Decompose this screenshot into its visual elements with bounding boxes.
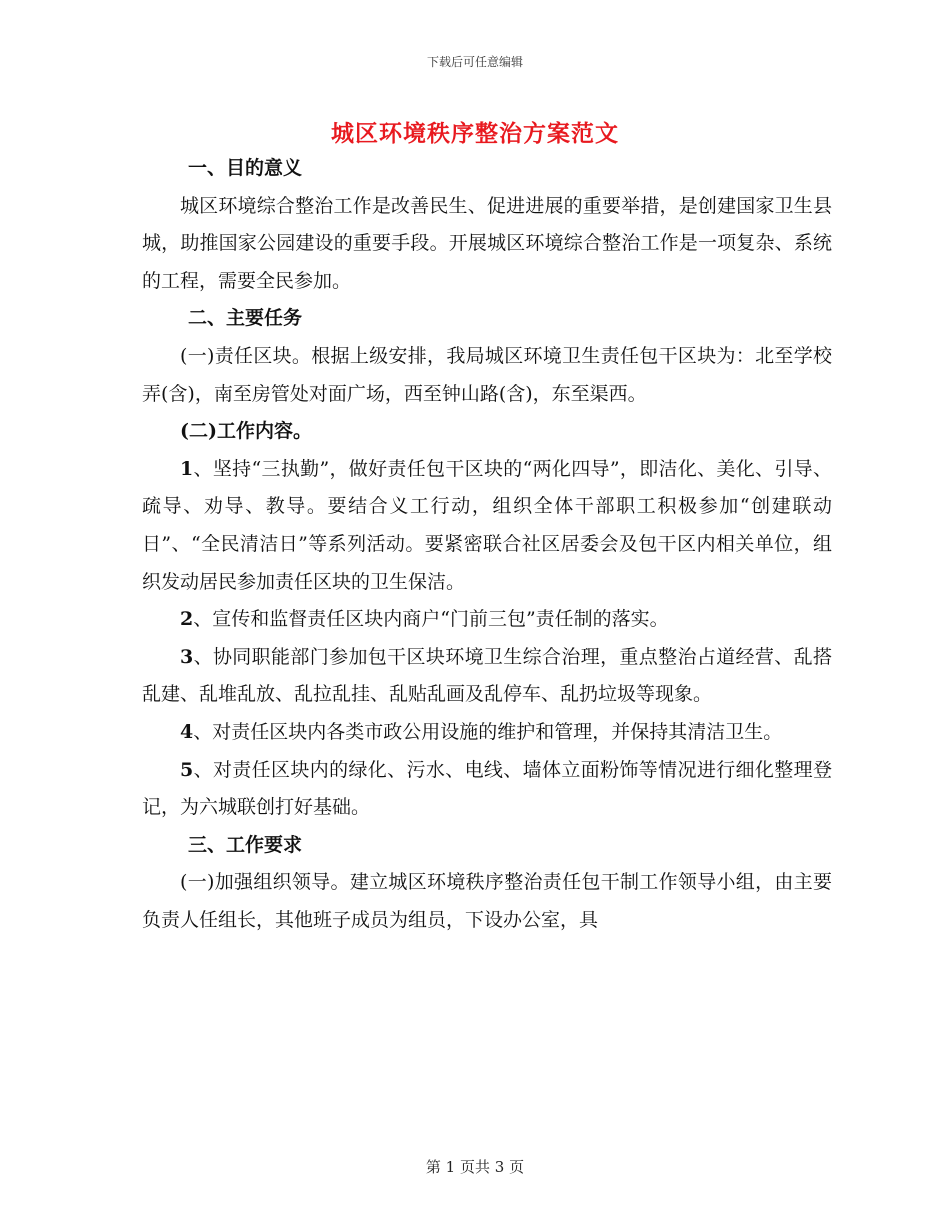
paragraph-responsibility-area: (一)责任区块。根据上级安排，我局城区环境卫生责任包干区块为：北至学校弄(含)，南至房管处对面广场，西至钟山路(含)，东至渠西。: [142, 344, 832, 405]
section-heading-3: 三、工作要求: [188, 833, 303, 856]
item-text: 、宣传和监督责任区块内商户“门前三包”责任制的落实。: [193, 608, 669, 631]
header-note: 下载后可任意编辑: [426, 55, 523, 69]
item-number: 5: [180, 758, 194, 781]
item-number: 1: [180, 457, 194, 480]
item-text: 、坚持“三执勤”，做好责任包干区块的“两化四导”，即洁化、美化、引导、疏导、劝导、教导。要结合义工行动，组织全体干部职工积极参加“创建联动日”、“全民清洁日”等系列活动。要紧密联合社区居委会及包干区内相关单位，组织发动居民参加责任区块的卫生保洁。: [142, 457, 832, 593]
paragraph-organization: (一)加强组织领导。建立城区环境秩序整治责任包干制工作领导小组，由主要负责人任组长，其他班子成员为组员，下设办公室，具: [142, 871, 832, 931]
section-heading-1: 一、目的意义: [188, 157, 303, 179]
list-item-2: [142, 601, 832, 639]
document-title: 城区环境秩序整治方案范文: [331, 120, 619, 147]
list-item-1: [142, 451, 832, 601]
document-body: [142, 150, 832, 939]
page-footer: 第 1 页共 3 页: [425, 1158, 525, 1176]
item-text: 、协同职能部门参加包干区块环境卫生综合治理，重点整治占道经营、乱搭乱建、乱堆乱放、乱拉乱挂、乱贴乱画及乱停车、乱扔垃圾等现象。: [142, 645, 832, 706]
subheading-work-content: (二)工作内容。: [180, 420, 312, 443]
item-number: 3: [180, 645, 194, 668]
item-text: 、对责任区块内各类市政公用设施的维护和管理，并保持其清洁卫生。: [193, 720, 783, 743]
list-item-5: [142, 752, 832, 827]
paragraph-purpose: 城区环境综合整治工作是改善民生、促进进展的重要举措，是创建国家卫生县城，助推国家公园建设的重要手段。开展城区环境综合整治工作是一项复杂、系统的工程，需要全民参加。: [142, 194, 832, 292]
item-number: 4: [180, 720, 194, 743]
list-item-4: [142, 714, 832, 752]
item-number: 2: [180, 608, 194, 631]
list-item-3: [142, 639, 832, 714]
item-text: 、对责任区块内的绿化、污水、电线、墙体立面粉饰等情况进行细化整理登记，为六城联创打好基础。: [142, 758, 832, 819]
section-heading-2: 二、主要任务: [188, 307, 303, 330]
